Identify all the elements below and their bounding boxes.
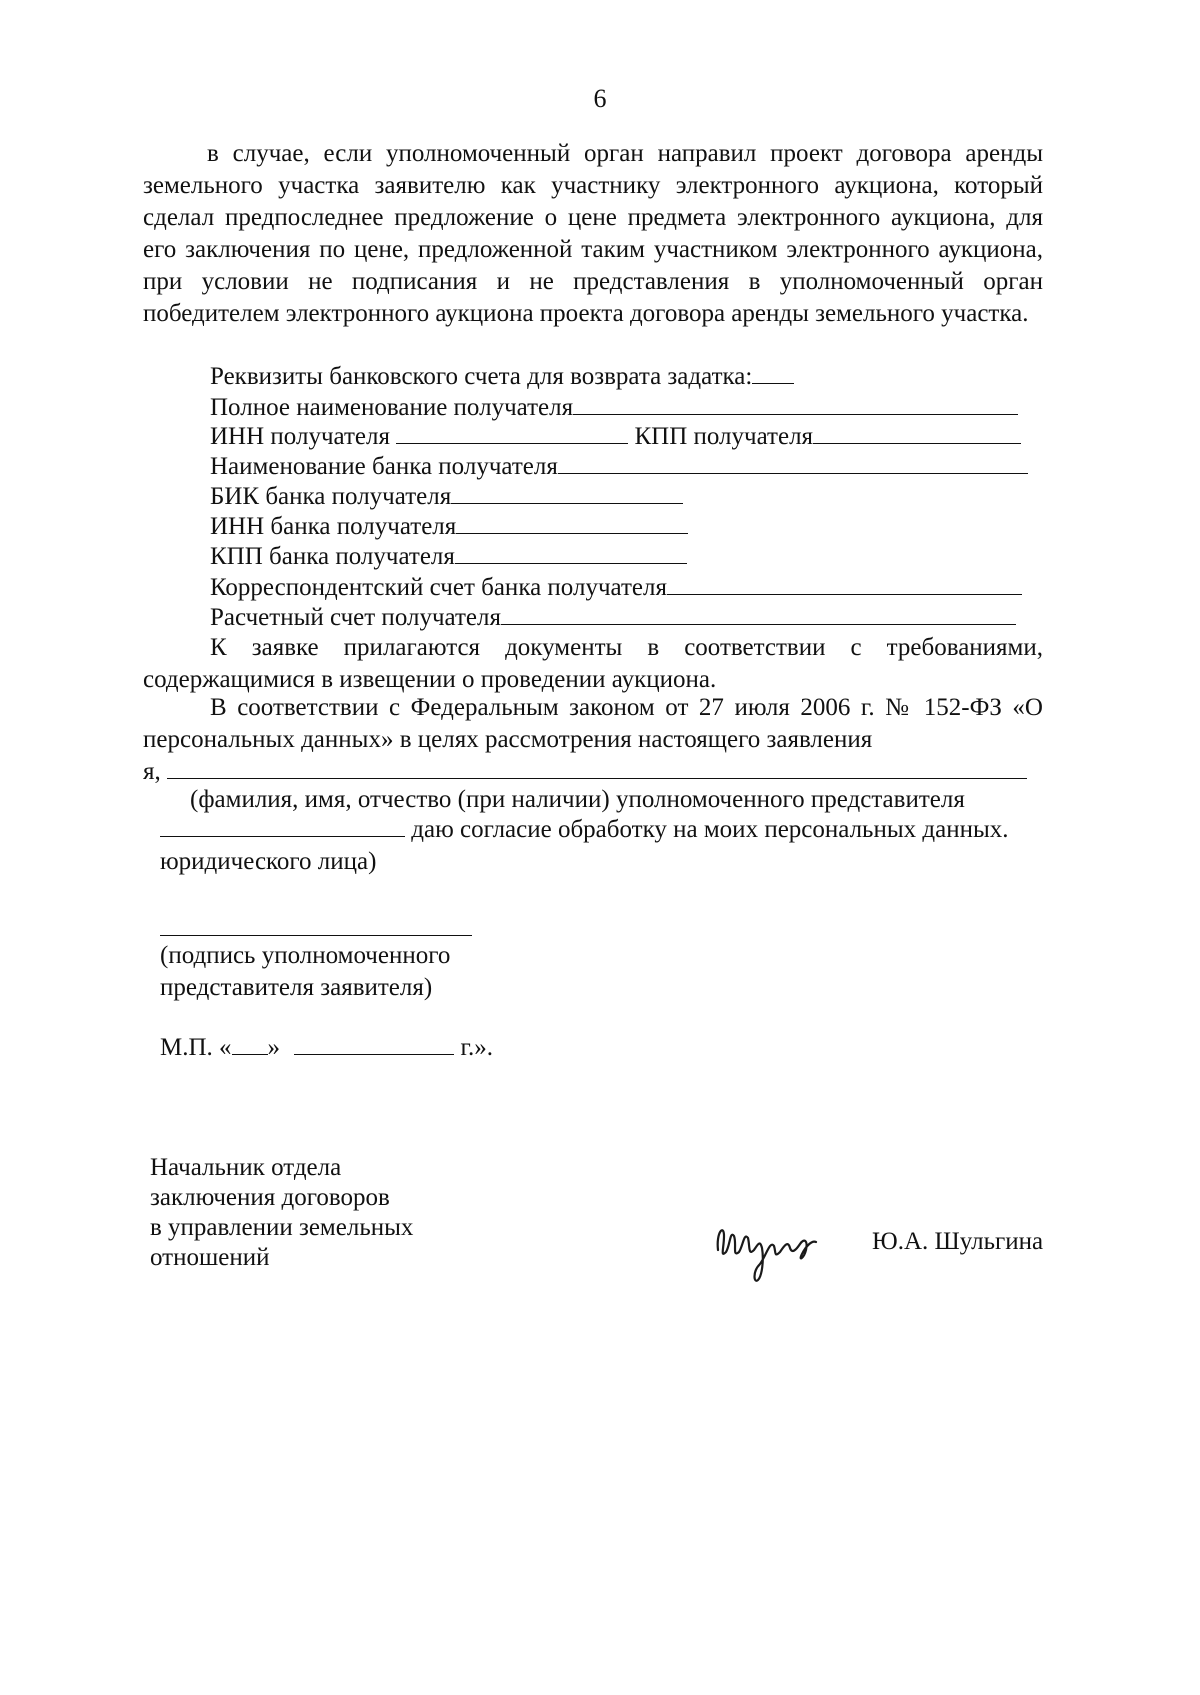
signature-caption-1: (подпись уполномоченного [160,942,451,969]
recipient-name-row [210,392,1018,424]
fio-field[interactable] [167,758,1027,779]
day-field[interactable] [232,1034,268,1055]
bank-inn-row [210,511,688,543]
corr-account-field[interactable] [667,574,1022,595]
intro-paragraph-text: в случае, если уполномоченный орган направил проект договора аренды земельного участка заявителю как участнику электронного аукциона, который сделал предпоследнее предложение о цене предмета электронного аукциона, для его заключения по цене, предложенной таким участником электронного аукциона, при условии не подписания и не представления в уполномоченный орган победителем электронного аукциона проекта договора аренды земельного участка. [143,140,1043,327]
kpp-label: КПП получателя [634,423,814,450]
inn-label: ИНН получателя [210,423,390,450]
mp-row [160,1032,493,1064]
handwritten-signature [712,1210,832,1290]
law-text: В соответствии с Федеральным законом от 27 июля 2006 г. № 152-ФЗ «О персональных данных» в целях рассмотрения настоящего заявления [143,694,1043,753]
signer-name: Ю.А. Шульгина [872,1228,1044,1255]
corr-account-label: Корреспондентский счет банка получателя [210,574,667,601]
footer-title-1: Начальник отдела [150,1154,342,1181]
corr-account-row [210,572,1022,604]
blank-line[interactable] [752,363,794,384]
attachments-text: К заявке прилагаются документы в соответствии с требованиями, содержащимися в извещении о проведении аукциона. [143,634,1043,693]
bank-inn-field[interactable] [456,513,688,534]
kpp-field[interactable] [813,423,1021,444]
signature-caption-2: представителя заявителя) [160,974,433,1001]
consent-text: даю согласие обработку на моих персональных данных. [411,816,1009,843]
bank-name-row [210,451,1028,483]
mp-prefix: М.П. « [160,1034,232,1061]
bank-name-label: Наименование банка получателя [210,453,558,480]
bik-label: БИК банка получателя [210,483,452,510]
settlement-account-label: Расчетный счет получателя [210,604,501,631]
bank-kpp-field[interactable] [455,543,687,564]
bik-field[interactable] [451,483,683,504]
settlement-account-row [210,602,1016,634]
attachments-paragraph [143,632,1043,696]
mp-suffix: г.». [460,1034,493,1061]
footer-title-3: в управлении земельных [150,1214,414,1241]
inn-field[interactable] [396,423,628,444]
bank-kpp-label: КПП банка получателя [210,543,455,570]
consent-row [160,814,1009,846]
bank-heading-text: Реквизиты банковского счета для возврата задатка: [210,363,753,390]
bank-name-field[interactable] [558,453,1028,474]
consent-paragraph [143,692,1043,756]
page-number: 6 [593,84,607,113]
bank-heading [210,361,794,393]
signature-line[interactable] [160,935,472,936]
bank-kpp-row [210,541,687,573]
recipient-name-label: Полное наименование получателя [210,394,574,421]
fio-caption: (фамилия, имя, отчество (при наличии) уполномоченного представителя [190,786,965,813]
recipient-name-field[interactable] [573,394,1018,415]
settlement-account-field[interactable] [501,604,1016,625]
representative-field[interactable] [160,816,405,837]
ya-text: я, [143,758,161,785]
footer-title-2: заключения договоров [150,1184,390,1211]
inn-kpp-row [210,421,1021,453]
footer-title-4: отношений [150,1244,270,1271]
intro-paragraph [143,138,1043,330]
mp-quote-close: » [267,1034,281,1061]
legal-entity-caption: юридического лица) [160,848,377,875]
bank-inn-label: ИНН банка получателя [210,513,457,540]
month-year-field[interactable] [294,1034,454,1055]
bik-row [210,481,683,513]
